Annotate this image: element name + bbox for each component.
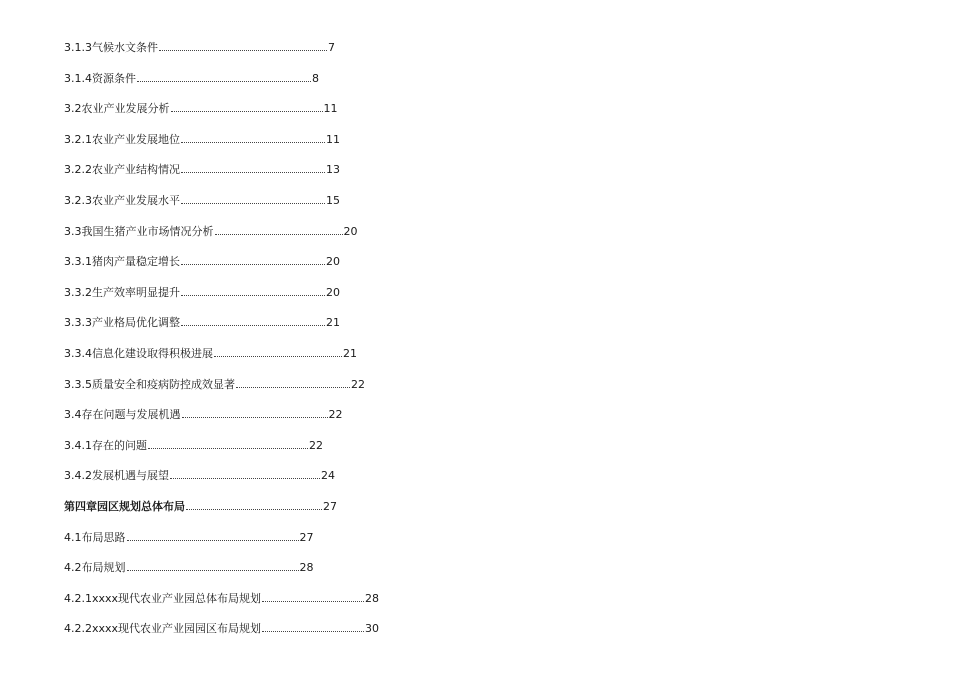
- toc-entry[interactable]: [64, 587, 379, 618]
- toc-entry[interactable]: [64, 434, 379, 465]
- toc-entry-page: 15: [326, 193, 340, 207]
- toc-entry[interactable]: [64, 220, 379, 251]
- toc-leader: [127, 570, 299, 571]
- toc-entry-title: 3.2.2农业产业结构情况: [64, 163, 180, 177]
- toc-leader: [127, 540, 299, 541]
- toc-entry-title: 3.3.1猪肉产量稳定增长: [64, 255, 180, 269]
- toc-leader: [262, 631, 364, 632]
- toc-entry[interactable]: [64, 36, 379, 67]
- toc-leader: [262, 601, 364, 602]
- toc-entry-page: 27: [299, 530, 314, 544]
- toc-entry-page: 11: [326, 132, 340, 146]
- toc-leader: [170, 478, 320, 479]
- toc-entry-title: 4.2.2xxxx现代农业产业园园区布局规划: [64, 622, 262, 636]
- toc-entry[interactable]: [64, 128, 379, 159]
- toc-entry[interactable]: [64, 158, 379, 189]
- toc-leader: [186, 509, 322, 510]
- toc-entry[interactable]: [64, 250, 379, 281]
- toc-entry-title: 4.2布局规划: [64, 561, 126, 575]
- toc-leader: [148, 448, 308, 449]
- toc-entry-title: 3.4存在问题与发展机遇: [64, 408, 181, 422]
- toc-entry-title: 4.2.1xxxx现代农业产业园总体布局规划: [64, 591, 262, 605]
- toc-leader: [215, 234, 343, 235]
- toc-entry-page: 21: [343, 346, 357, 360]
- toc-entry[interactable]: [64, 97, 379, 128]
- toc-entry-title: 3.2.3农业产业发展水平: [64, 193, 180, 207]
- toc-entry-title: 3.2.1农业产业发展地位: [64, 132, 180, 146]
- toc-entry-page: 28: [299, 561, 314, 575]
- toc-entry-page: 22: [328, 408, 343, 422]
- toc-entry-title: 3.3.3产业格局优化调整: [64, 316, 180, 330]
- toc-leader: [181, 172, 325, 173]
- toc-entry[interactable]: [64, 311, 379, 342]
- toc-entry-title: 3.3.2生产效率明显提升: [64, 285, 180, 299]
- toc-leader: [214, 356, 342, 357]
- table-of-contents: [64, 36, 379, 648]
- toc-entry-title: 3.3.4信息化建设取得积极进展: [64, 346, 213, 360]
- toc-entry-title: 3.2农业产业发展分析: [64, 102, 170, 116]
- toc-entry-page: 7: [328, 41, 335, 54]
- toc-entry-title: 4.1布局思路: [64, 530, 126, 544]
- toc-leader: [159, 50, 327, 51]
- toc-entry-page: 13: [326, 163, 340, 177]
- toc-entry-page: 20: [326, 255, 340, 269]
- toc-entry-title: 3.1.3气候水文条件: [64, 41, 158, 54]
- toc-entry[interactable]: [64, 373, 379, 404]
- toc-entry-page: 20: [326, 285, 340, 299]
- toc-entry[interactable]: [64, 403, 379, 434]
- toc-entry[interactable]: [64, 556, 379, 587]
- toc-leader: [181, 203, 325, 204]
- toc-entry-page: 28: [365, 591, 380, 605]
- toc-entry[interactable]: [64, 67, 379, 98]
- toc-entry-chapter[interactable]: [64, 495, 379, 526]
- toc-leader: [137, 81, 311, 82]
- toc-leader: [181, 325, 325, 326]
- toc-entry-title: 3.3我国生猪产业市场情况分析: [64, 224, 214, 238]
- toc-entry-title: 3.3.5质量安全和疫病防控成效显著: [64, 377, 235, 391]
- toc-entry-page: 8: [312, 71, 319, 85]
- toc-entry-title: 3.1.4资源条件: [64, 71, 136, 85]
- toc-entry-title: 第四章园区规划总体布局: [64, 499, 185, 513]
- toc-leader: [181, 142, 325, 143]
- toc-entry-page: 22: [309, 438, 323, 452]
- toc-entry[interactable]: [64, 189, 379, 220]
- toc-entry[interactable]: [64, 281, 379, 312]
- toc-entry-title: 3.4.2发展机遇与展望: [64, 469, 169, 483]
- toc-entry[interactable]: [64, 464, 379, 495]
- toc-leader: [181, 264, 325, 265]
- toc-entry-page: 21: [326, 316, 340, 330]
- toc-entry-page: 11: [323, 102, 338, 116]
- toc-entry[interactable]: [64, 617, 379, 648]
- toc-leader: [236, 387, 350, 388]
- toc-leader: [182, 417, 328, 418]
- toc-entry-page: 24: [321, 469, 335, 483]
- toc-entry[interactable]: [64, 526, 379, 557]
- toc-entry-page: 22: [351, 377, 365, 391]
- toc-entry-page: 30: [365, 622, 380, 636]
- toc-entry-title: 3.4.1存在的问题: [64, 438, 147, 452]
- toc-leader: [171, 111, 323, 112]
- toc-leader: [181, 295, 325, 296]
- toc-entry-page: 27: [323, 499, 337, 513]
- toc-entry[interactable]: [64, 342, 379, 373]
- toc-entry-page: 20: [343, 224, 358, 238]
